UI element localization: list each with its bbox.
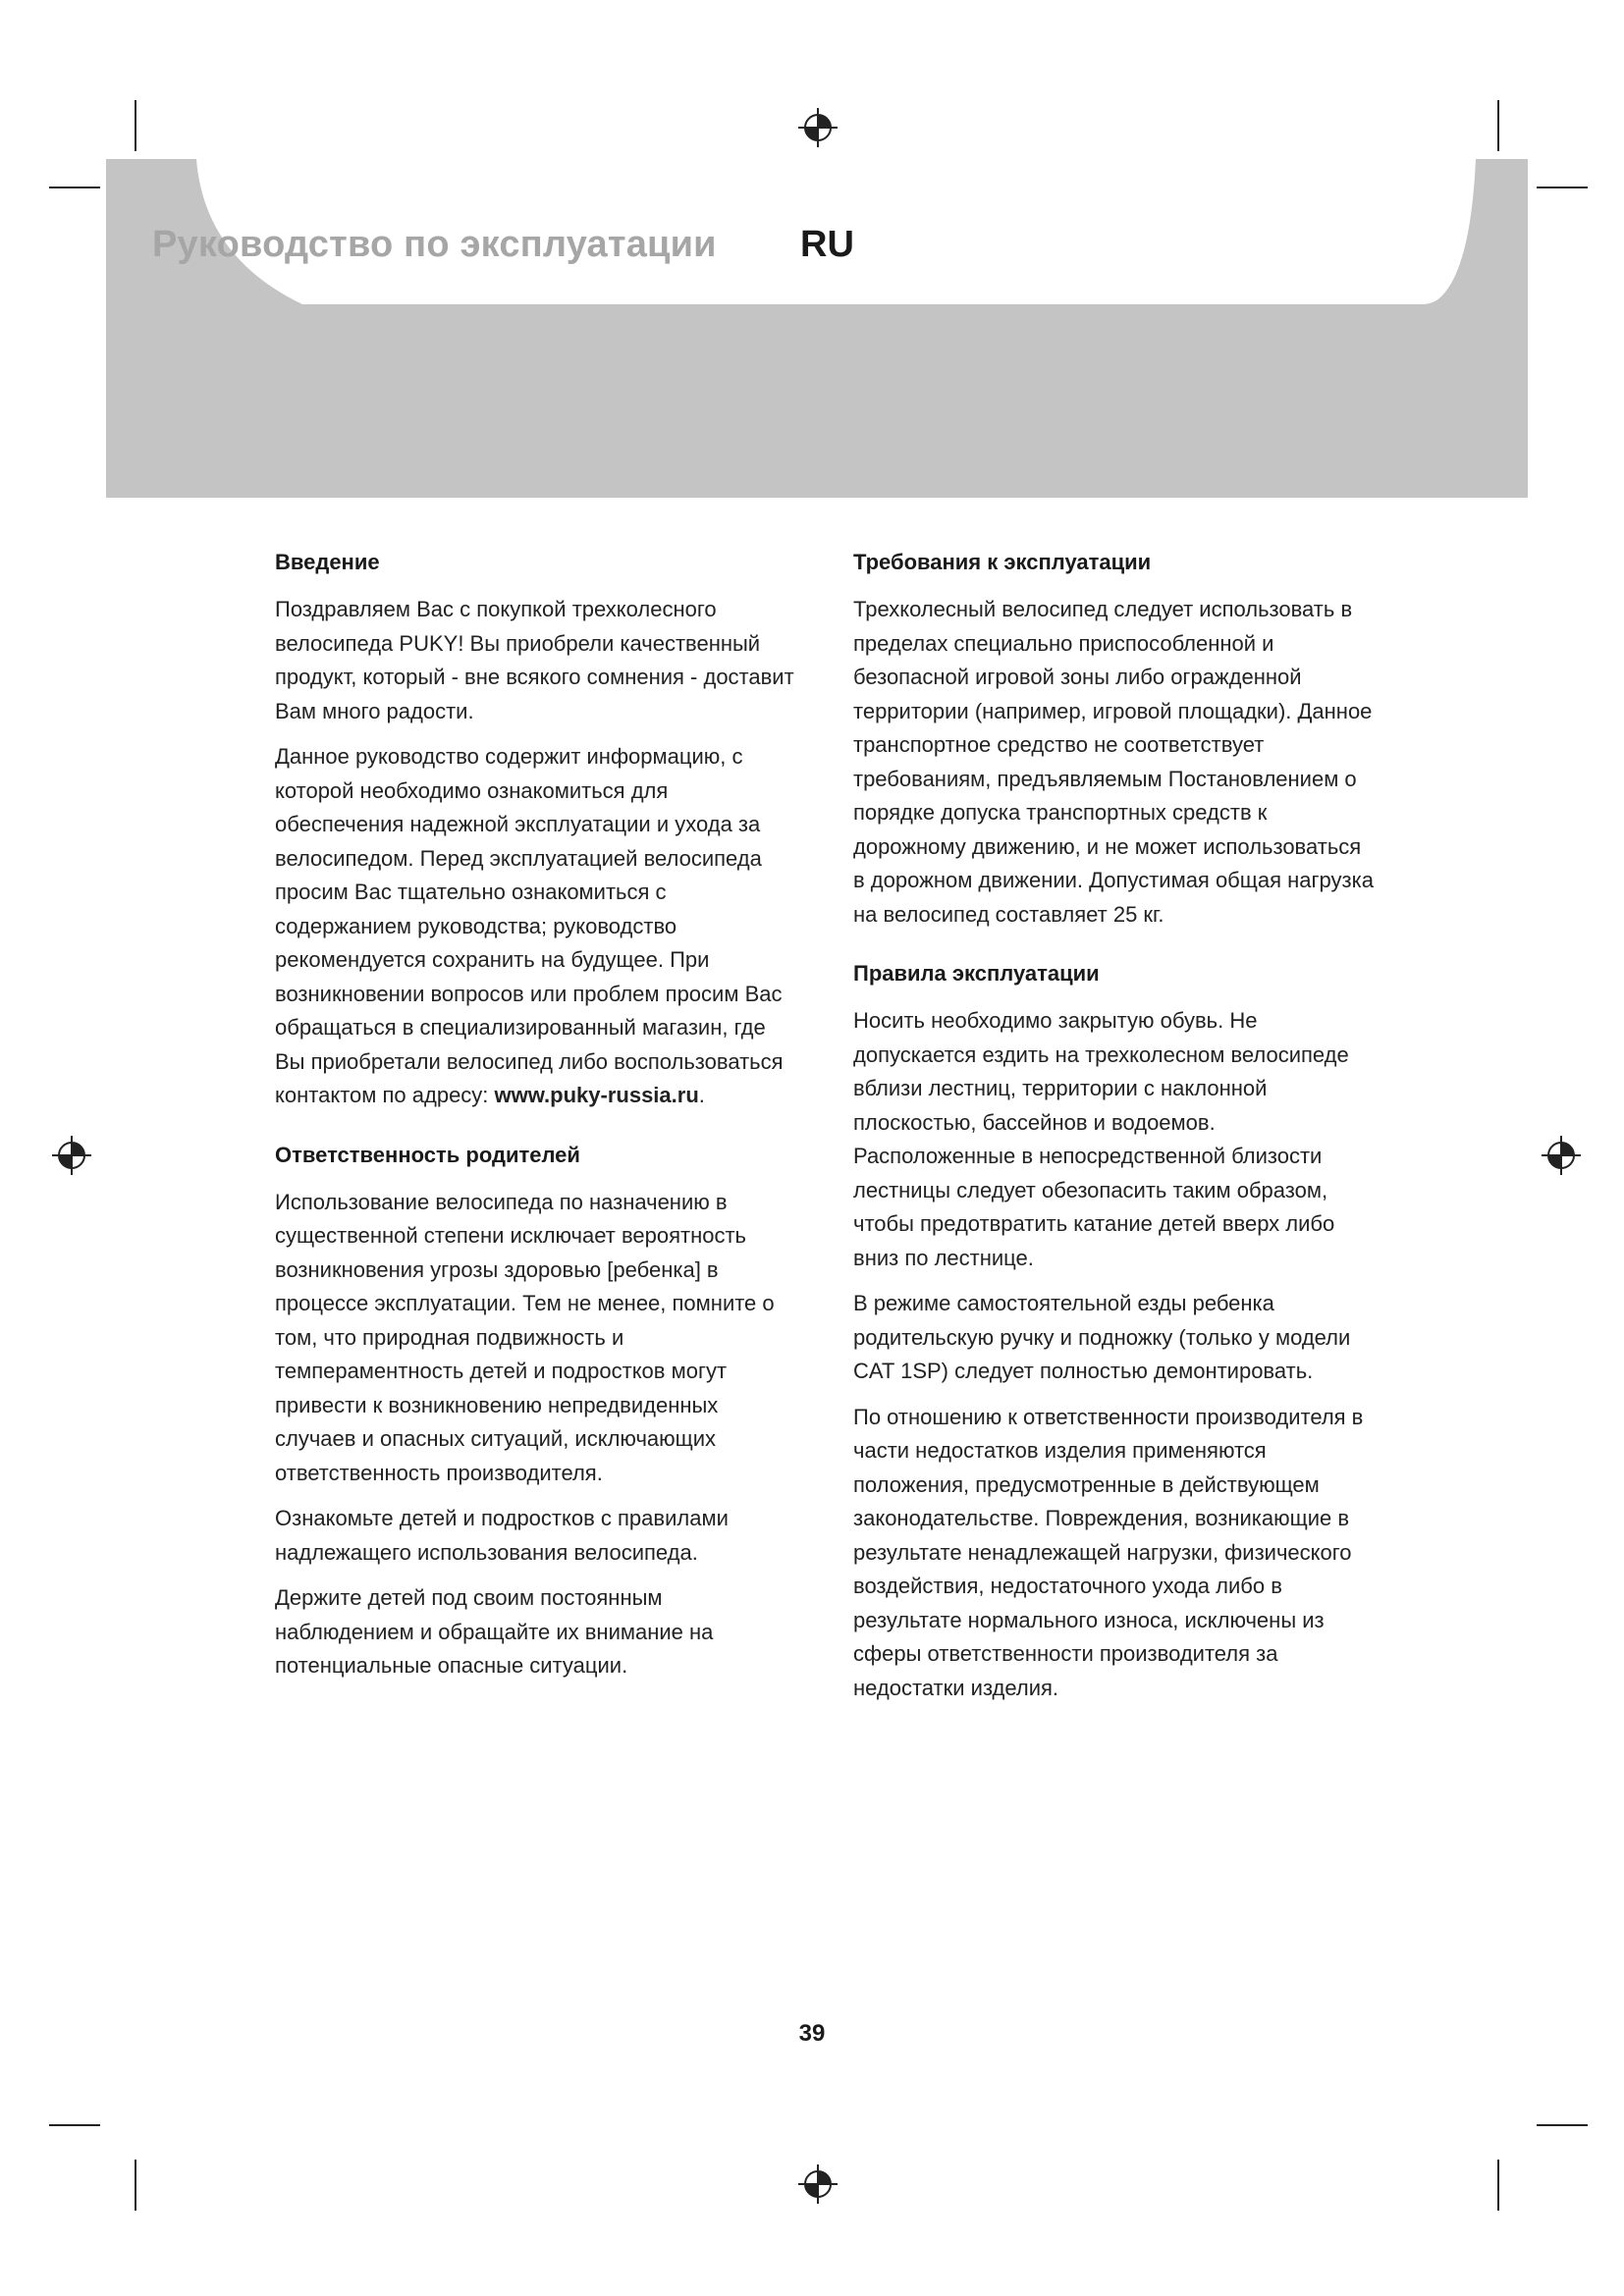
paragraph: Держите детей под своим постоянным наблюдением и обращайте их внимание на потенциальные опасные ситуации. bbox=[275, 1585, 714, 1678]
crop-mark bbox=[49, 187, 100, 188]
page-number: 39 bbox=[798, 2020, 826, 2047]
crop-mark bbox=[1497, 100, 1499, 151]
website-link[interactable]: www.puky-russia.ru bbox=[494, 1083, 699, 1107]
crop-mark bbox=[1497, 2160, 1499, 2211]
paragraph: Поздравляем Вас с покупкой трехколесного велосипеда PUKY! Вы приобрели качественный продукт, который - вне всякого сомнения - доставит Вам много радости. bbox=[275, 597, 794, 723]
registration-mark-icon bbox=[52, 1136, 91, 1175]
section-heading: Требования к эксплуатации bbox=[853, 550, 1152, 574]
paragraph: Ознакомьте детей и подростков с правилами надлежащего использования велосипеда. bbox=[275, 1506, 729, 1565]
section-rules bbox=[853, 961, 1374, 1705]
paragraph bbox=[275, 740, 795, 1113]
page-title: Руководство по эксплуатации bbox=[152, 224, 717, 265]
section-heading: Ответственность родителей bbox=[275, 1142, 580, 1167]
paragraph-text: Данное руководство содержит информацию, с которой необходимо ознакомиться для обеспечения надежной эксплуатации и ухода за велосипедом. Перед эксплуатацией велосипеда просим Вас тщательно ознакомиться с содержанием руководства; руководство рекомендуется сохранить на будущее. При возникновении вопросов или проблем просим Вас обращаться в специализированный магазин, где Вы приобретали велосипед либо воспользоваться контактом по адресу: bbox=[275, 744, 784, 1107]
language-code: RU bbox=[800, 224, 854, 265]
registration-mark-icon bbox=[798, 108, 838, 147]
section-intro bbox=[275, 550, 795, 1113]
crop-mark bbox=[135, 2160, 136, 2211]
crop-mark bbox=[1537, 2124, 1588, 2126]
header-band-shape bbox=[106, 159, 1528, 498]
right-column bbox=[853, 550, 1374, 1735]
registration-mark-icon bbox=[798, 2164, 838, 2204]
crop-mark bbox=[135, 100, 136, 151]
crop-mark bbox=[49, 2124, 100, 2126]
paragraph: Использование велосипеда по назначению в существенной степени исключает вероятность возникновения угрозы здоровью [ребенка] в процессе эксплуатации. Тем не менее, помните о том, что природная подвижность и темпераментность детей и подростков могут привести к возникновению непредвиденных случаев и опасных ситуаций, исключающих ответственность производителя. bbox=[275, 1189, 775, 1485]
crop-mark bbox=[1537, 187, 1588, 188]
paragraph: Трехколесный велосипед следует использовать в пределах специально приспособленной и безопасной игровой зоны либо огражденной территории (например, игровой площадки). Данное транспортное средство не соответствует требованиям, предъявляемым Постановлением о порядке допуска транспортных средств к дорожному движению, и не может использоваться в дорожном движении. Допустимая общая нагрузка на велосипед составляет 25 кг. bbox=[853, 597, 1374, 927]
section-heading: Введение bbox=[275, 550, 380, 574]
paragraph: По отношению к ответственности производителя в части недостатков изделия применяются положения, предусмотренные в действующем законодательстве. Повреждения, возникающие в результате ненадлежащей нагрузки, физического воздействия, недостаточного ухода либо в результате нормального износа, исключены из сферы ответственности производителя за недостатки изделия. bbox=[853, 1404, 1364, 1700]
paragraph: В режиме самостоятельной езды ребенка родительскую ручку и подножку (только у модели CAT 1SP) следует полностью демонтировать. bbox=[853, 1291, 1351, 1383]
left-column bbox=[275, 550, 795, 1713]
paragraph: Носить необходимо закрытую обувь. Не допускается ездить на трехколесном велосипеде вблизи лестниц, территории с наклонной плоскостью, бассейнов и водоемов. Расположенные в непосредственной близости лестницы следует обезопасить таким образом, чтобы предотвратить катание детей вверх либо вниз по лестнице. bbox=[853, 1008, 1349, 1270]
paragraph-end: . bbox=[698, 1083, 705, 1107]
registration-mark-icon bbox=[1542, 1136, 1581, 1175]
section-parents bbox=[275, 1143, 795, 1683]
section-requirements bbox=[853, 550, 1374, 932]
section-heading: Правила эксплуатации bbox=[853, 961, 1100, 986]
header-band bbox=[106, 159, 1528, 498]
